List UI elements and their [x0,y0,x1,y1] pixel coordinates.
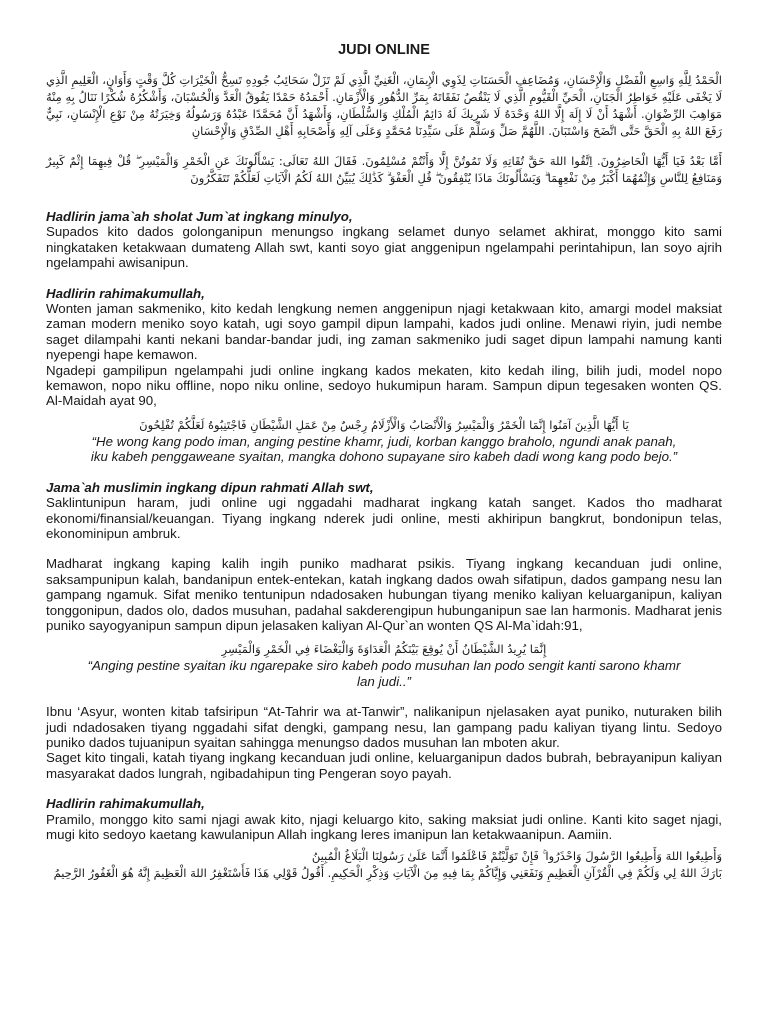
section4-heading: Hadlirin rahimakumullah, [46,796,205,812]
section3-paragraph-3: Ibnu ‘Asyur, wonten kitab tafsiripun “At-Tahrir wa at-Tanwir”, nalikanipun njelasaken ayat puniko, nuturaken bilih judi ndadosaken tiyang nggadahi sifat dengki, gampang nesu, lan gampang padu kaliyan tiyang lintu. Sedoyo puniko dados tujuanipun syaitan sahingga menungso dados musuhan lan mboten akur. [46,704,722,750]
verse-translation-maidah-91: “Anging pestine syaitan iku ngarepake siro kabeh podo musuhan lan podo sengit kanti sarono khamr lan judi..” [87,658,681,689]
section3-paragraph-4: Saget kito tingali, katah tiyang ingkang kecanduan judi online, keluarganipun dados bubrah, bebrayanipun kaliyan masyarakat dados lungrah, ngibadahipun ting Pengeran soyo payah. [46,750,722,781]
section3-paragraph-1: Saklintunipun haram, judi online ugi nggadahi madharat ingkang katah sanget. Kados tho madharat ekonomi/finansial/keuangan. Tiyang ingkang nderek judi online, mesti akhiripun bangkrut, bondonipun telas, ekonominipun ambruk. [46,495,722,541]
section2-paragraph-2: Ngadepi gampilipun ngelampahi judi online ingkang kados mekaten, kito kedah iling, bilih judi, model nopo kemawon, nopo niku offline, nopo niku online, sedoyo hukumipun haram. Sampun dipun tegesaken wonten QS. Al-Maidah ayat 90, [46,362,722,409]
section1-paragraph: Supados kito dados golonganipun menungso ingkang selamet dunyo selamet akhirat, monggo kito sami ningkataken ketakwaan dumateng Allah swt, kanti soyo giat anggenipun ngelampahi perintahipun, lan soyo ajrih ngelampahi awisanipun. [46,224,722,271]
closing-doa: بَارَكَ اللهُ لِي وَلَكُمْ فِي الْقُرْآنِ الْعَظِيمِ وَنَفَعَنِي وَإِيَّاكُمْ بِمَا فِيهِ مِنَ الْآيَاتِ وَذِكْرِ الْحَكِيمِ. أَقُولُ قَوْلِي هَذَا فَأَسْتَغْفِرُ اللهَ الْعَظِيمَ إِنَّهُ هُوَ الْغَفُورُ الرَّحِيمُ [53,866,722,881]
verse-translation-maidah-90: “He wong kang podo iman, anging pestine khamr, judi, korban kanggo braholo, ngundi anak panah, iku kabeh penggaweane syaitan, mangka dohono supayane siro kabeh dadi wong kang podo bejo.” [90,433,678,465]
section2-paragraph-1: Wonten jaman sakmeniko, kito kedah lengkung nemen anggenipun njagi ketakwaan kito, amargi model maksiat zaman modern meniko soyo katah, ugi soyo gampil dipun lampahi, kados judi online. Menawi riyin, judi nembe saget dilampahi kanti nekani bandar-bandar judi, ing zaman sakmeniko judi saget dipun lampahi namung kanti nyepengi hape kemawon. [46,301,722,363]
section3-heading: Jama`ah muslimin ingkang dipun rahmati Allah swt, [46,479,374,495]
quran-verse-maidah-91: إِنَّمَا يُرِيدُ الشَّيْطَانُ أَنْ يُوقِعَ بَيْنَكُمُ الْعَدَاوَةَ وَالْبَغْضَاءَ فِي الْخَمْرِ وَالْمَيْسِرِ [221,642,547,657]
arabic-opening-amma-badu: أَمَّا بَعْدُ فَيَا أَيُّهَا الْحَاضِرُونَ. اِتَّقُوا اللهَ حَقَّ تُقَاتِهِ وَلَا تَمُوتُنَّ إِلَّا وَأَنْتُمْ مُسْلِمُونَ. فَقَالَ اللهُ تَعَالَى: يَسْأَلُونَكَ عَنِ الْخَمْرِ وَالْمَيْسِرِ ۖ قُلْ فِيهِمَا إِثْمٌ كَبِيرٌ وَمَنَافِعُ لِلنَّاسِ وَإِثْمُهُمَا أَكْبَرُ مِنْ نَفْعِهِمَا ۗ وَيَسْأَلُونَكَ مَاذَا يُنْفِقُونَ ۖ قُلِ الْعَفْوَ ۗ كَذَٰلِكَ يُبَيِّنُ اللهُ لَكُمُ الْآيَاتِ لَعَلَّكُمْ تَتَفَكَّرُونَ [46,154,722,185]
page-title: JUDI ONLINE [338,42,430,58]
section3-paragraph-2: Madharat ingkang kaping kalih ingih puniko madharat psikis. Tiyang ingkang kecanduan judi online, saksampunipun kalah, bandanipun entek-entekan, katah ingkang dados owah sifatipun, dados gampang nesu lan gampang ngamuk. Sifat meniko tentunipun ndadosaken hubungan tiyang meniko kaliyan keluarganipun, kaliyan tonggonipun, dados olo, dados musuhan, padahal sakderengipun hubunganipun sae lan harmonis. Madharat jenis puniko sayogyanipun sampun dipun jelasaken kaliyan Al-Qur`an wonten QS Al-Ma`idah:91, [46,556,722,633]
section2-heading: Hadlirin rahimakumullah, [46,285,205,301]
quran-verse-maidah-90: يَا أَيُّهَا الَّذِينَ آمَنُوا إِنَّمَا الْخَمْرُ وَالْمَيْسِرُ وَالْأَنْصَابُ وَالْأَزْلَامُ رِجْسٌ مِنْ عَمَلِ الشَّيْطَانِ فَاجْتَنِبُوهُ لَعَلَّكُمْ تُفْلِحُونَ [139,417,629,432]
section4-paragraph: Pramilo, monggo kito sami njagi awak kito, njagi keluargo kito, saking maksiat judi online. Kanti kito saget njagi, mugi kito sedoyo kaetang kawulanipun Allah ingkang leres imanipun lan ketakwaanipun. Aamiin. [46,811,722,842]
arabic-opening-hamdalah: الْحَمْدُ لِلَّهِ وَاسِعِ الْفَضْلِ وَالْإِحْسَانِ، وَمُضَاعِفِ الْحَسَنَاتِ لِذَوِي الْإِيمَانِ، الْغَنِيِّ الَّذِي لَمْ تَزَلْ سَحَائِبُ جُودِهِ تَسِحُّ الْخَيْرَاتِ كُلَّ وَقْتٍ وَأَوَانٍ، الْعَلِيمِ الَّذِي لَا يَخْفَى عَلَيْهِ خَوَاطِرُ الْجَنَانِ، الْحَيِّ الْقَيُّومِ الَّذِي لَا يَنْقُصُ نَفَقَاتَهُ بِمَرِّ الدُّهُورِ وَالْأَزْمَانِ. أَحْمَدُهُ حَمْدًا يَفُوقُ الْعَدَّ وَالْحُسْبَانَ، وَأَشْكُرُهُ شُكْرًا نَنَالُ بِهِ مِنْهُ مَوَاهِبَ الرِّضْوَانِ. أَشْهَدُ أَنْ لَا إِلَهَ إِلَّا اللهُ وَحْدَهُ لَا شَرِيكَ لَهُ دَائِمُ الْمُلْكِ وَالسُّلْطَانِ، وَأَشْهَدُ أَنَّ مُحَمَّدًا عَبْدُهُ وَرَسُولُهُ وَخِيَرَتُهُ مِنْ نَوْعِ الْإِنْسَانِ، نَبِيٌّ رَفَعَ اللهُ بِهِ الْحَقَّ حَتَّى اتَّضَحَ وَاسْتَبَانَ. اللَّهُمَّ صَلِّ وَسَلِّمْ عَلَى سَيِّدِنَا مُحَمَّدٍ وَعَلَى آلِهِ وَأَصْحَابِهِ أَهْلِ الصِّدْقِ وَالْإِحْسَانِ [46,73,722,138]
closing-quran-verse: وَأَطِيعُوا اللهَ وَأَطِيعُوا الرَّسُولَ وَاحْذَرُوا ۚ فَإِنْ تَوَلَّيْتُمْ فَاعْلَمُوا أَنَّمَا عَلَىٰ رَسُولِنَا الْبَلَاغُ الْمُبِينُ [311,849,722,864]
section1-heading: Hadlirin jama`ah sholat Jum`at ingkang minulyo, [46,209,353,224]
